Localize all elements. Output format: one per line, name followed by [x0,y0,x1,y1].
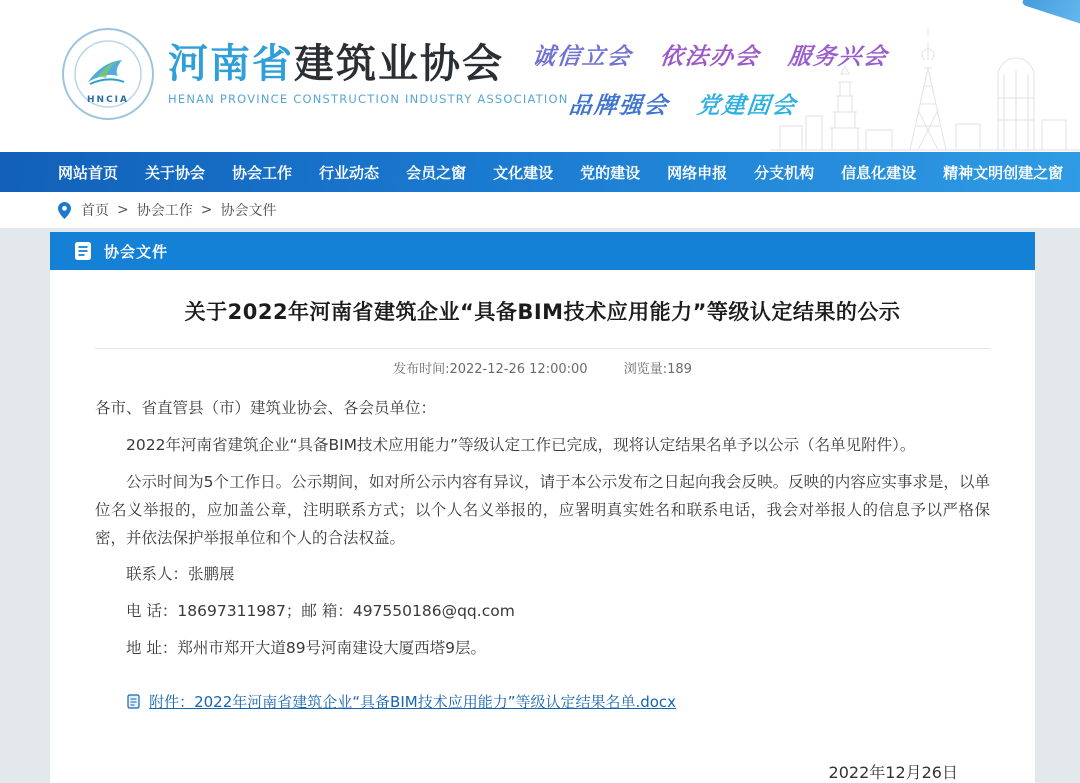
nav-item-party-building[interactable]: 党的建设 [580,163,641,182]
site-logo[interactable] [62,28,569,120]
document-icon [74,241,92,261]
main-navigation [0,152,1080,192]
paragraph-announcement: 2022年河南省建筑企业“具备BIM技术应用能力”等级认定工作已完成，现将认定结果名单予以公示（名单见附件）。 [126,435,916,454]
city-skyline-illustration [770,8,1080,152]
nav-item-members[interactable]: 会员之窗 [406,163,467,182]
main-area [0,228,1080,783]
emblem-abbr: HNCIA [87,95,129,105]
slogan-brand: 品牌强会 [567,93,671,119]
nav-item-industry-news[interactable]: 行业动态 [319,163,380,182]
site-header [0,0,1080,152]
slogan-integrity: 诚信立会 [530,44,634,70]
nav-item-informatization[interactable]: 信息化建设 [841,163,917,182]
site-title-association: 建筑业协会 [294,41,504,87]
article-title: 关于2022年河南省建筑企业“具备BIM技术应用能力”等级认定结果的公示 [184,300,901,324]
association-emblem-icon [62,28,154,120]
article [50,270,1035,783]
site-title-province: 河南省 [168,41,294,87]
attachment-file-icon [127,694,141,709]
site-title [168,42,569,86]
salutation: 各市、省直管县（市）建筑业协会、各会员单位： [95,399,437,417]
breadcrumb [0,192,1080,228]
section-header-bar [50,232,1035,270]
attachment-link[interactable]: 附件：2022年河南省建筑企业“具备BIM技术应用能力”等级认定结果名单.docx [149,693,677,712]
contact-phone-email: 电 话：18697311987；邮 箱：497550186@qq.com [126,602,515,621]
paragraph-publicity-period: 公示时间为5个工作日。公示期间，如对所公示内容有异议，请于本公示发布之日起向我会反映。反映的内容应实事求是，以单位名义举报的，应加盖公章，注明联系方式；以个人名义举报的，应署明真实姓名和联系电话，我会对举报人的信息予以严格保密，并依法保护举报单位和个人的合法权益。 [95,472,990,547]
slogan-law: 依法办会 [658,44,762,70]
nav-item-spiritual-civilization[interactable]: 精神文明创建之窗 [943,163,1064,182]
section-title: 协会文件 [104,242,169,261]
slogan-service: 服务兴会 [786,44,890,70]
contact-address: 地 址：郑州市郑开大道89号河南建设大厦西塔9层。 [126,639,487,658]
nav-item-association-work[interactable]: 协会工作 [232,163,293,182]
article-card [50,232,1035,783]
logo-text [168,42,569,106]
publish-time: 发布时间:2022-12-26 12:00:00 [393,362,588,377]
breadcrumb-separator: > [117,202,129,218]
breadcrumb-home[interactable]: 首页 [81,203,109,219]
nav-item-about[interactable]: 关于协会 [145,163,206,182]
article-meta [95,348,990,377]
article-body [95,395,990,663]
nav-item-online-declaration[interactable]: 网络申报 [667,163,728,182]
breadcrumb-separator: > [200,202,213,218]
nav-item-home[interactable]: 网站首页 [58,163,119,182]
location-pin-icon [58,202,71,219]
view-count: 浏览量:189 [623,362,692,377]
nav-item-branches[interactable]: 分支机构 [754,163,815,182]
article-date: 2022年12月26日 [828,763,958,783]
slogan-party: 党建固会 [695,93,799,119]
breadcrumb-association-files[interactable]: 协会文件 [220,203,277,219]
breadcrumb-association-work[interactable]: 协会工作 [136,203,193,219]
attachment-row [95,691,990,712]
nav-item-culture[interactable]: 文化建设 [493,163,554,182]
contact-person: 联系人：张鹏展 [126,565,235,584]
site-subtitle-en: HENAN PROVINCE CONSTRUCTION INDUSTRY ASSOCIATION [168,92,569,106]
